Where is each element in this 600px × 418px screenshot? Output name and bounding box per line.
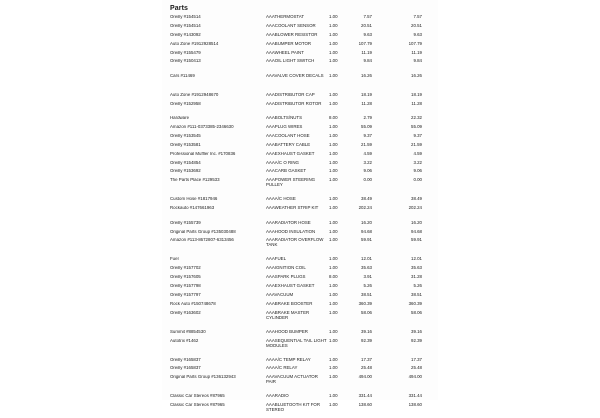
- quantity-cell: 1.00: [329, 40, 338, 46]
- vendor-cell: Oreilly #157797: [170, 292, 201, 297]
- quantity-cell: 1.00: [329, 31, 338, 37]
- total-cell: 107.79: [408, 40, 422, 46]
- price-cell: 3.22: [363, 159, 372, 165]
- vendor-cell: Custom Hose #1817946: [170, 197, 218, 202]
- vendor-cell: Original Parts Group #136132943: [170, 375, 236, 380]
- total-cell: 59.91: [411, 237, 422, 243]
- price-cell: 18.19: [361, 91, 372, 97]
- description-cell: AAABATTERY CABLE: [266, 141, 311, 147]
- vendor-cell: Autotrix #1462: [170, 338, 199, 343]
- vendor-cell: Auto Zone #1912948670: [170, 92, 219, 97]
- quantity-cell: 1.00: [329, 291, 338, 297]
- quantity-cell: 8.00: [329, 115, 338, 121]
- vendor-cell: Oreilly #157798: [170, 284, 201, 289]
- price-cell: 92.39: [361, 337, 372, 343]
- quantity-cell: 1.00: [329, 91, 338, 97]
- price-cell: 16.26: [361, 72, 372, 78]
- price-cell: 59.91: [361, 237, 372, 243]
- description-cell: AAAA/C HOSE: [266, 196, 296, 202]
- total-cell: 20.51: [411, 22, 422, 28]
- description-cell: AAAA/C TEMP RELAY: [266, 356, 311, 362]
- total-cell: 11.28: [411, 100, 422, 106]
- quantity-cell: 1.00: [329, 49, 338, 55]
- total-cell: 17.37: [411, 356, 422, 362]
- vendor-cell: Oreilly #165837: [170, 357, 201, 362]
- price-cell: 94.68: [361, 228, 372, 234]
- description-cell: AAASEQUENTIAL TAIL LIGHT MODULES: [266, 337, 327, 348]
- total-cell: 39.16: [411, 328, 422, 334]
- quantity-cell: 1.00: [329, 328, 338, 334]
- total-cell: 18.19: [411, 91, 422, 97]
- description-cell: AAARADIATOR HOSE: [266, 219, 311, 225]
- description-cell: AAAVALVE COVER DECALS: [266, 72, 324, 78]
- quantity-cell: 1.00: [329, 256, 338, 262]
- vendor-cell: Oreilly #143092: [170, 32, 201, 37]
- quantity-cell: 1.00: [329, 337, 338, 343]
- description-cell: AAACARB GASKET: [266, 168, 307, 174]
- description-cell: AAAA/C RELAY: [266, 365, 298, 371]
- quantity-cell: 1.00: [329, 100, 338, 106]
- table-row: [162, 102, 438, 116]
- quantity-cell: 1.00: [329, 309, 338, 315]
- quantity-cell: 1.00: [329, 283, 338, 289]
- quantity-cell: 1.00: [329, 402, 338, 408]
- total-cell: 4.59: [413, 150, 422, 156]
- description-cell: AAATHERMOSTAT: [266, 14, 305, 19]
- quantity-cell: 1.00: [329, 14, 338, 19]
- total-cell: 35.63: [411, 265, 422, 271]
- vendor-cell: Oreilly #155739: [170, 220, 201, 225]
- document-page: [162, 0, 438, 413]
- description-cell: AAAWHEEL PAINT: [266, 49, 304, 55]
- total-cell: 94.68: [411, 228, 422, 234]
- price-cell: 5.26: [363, 283, 372, 289]
- quantity-cell: 1.00: [329, 237, 338, 243]
- parts-table: [162, 15, 438, 418]
- total-cell: 3.22: [413, 159, 422, 165]
- vendor-cell: Hardware: [170, 116, 190, 121]
- price-cell: 494.00: [358, 374, 372, 380]
- description-cell: AAAPLUG WIRES: [266, 124, 303, 129]
- price-cell: 12.01: [361, 256, 372, 262]
- description-cell: AAACOOLANT SENSOR: [266, 22, 316, 28]
- price-cell: 21.59: [361, 141, 372, 147]
- description-cell: AAAFUEL: [266, 256, 287, 262]
- vendor-cell: Oreilly #165837: [170, 366, 201, 371]
- total-cell: 9.63: [413, 31, 422, 37]
- vendor-cell: Oreilly #150413: [170, 59, 201, 64]
- description-cell: AAABRAKE BOOSTER: [266, 300, 313, 306]
- quantity-cell: 1.00: [329, 159, 338, 165]
- table-row: [162, 375, 438, 389]
- description-cell: AAADISTRIBUTOR CAP: [266, 91, 315, 97]
- description-cell: AAAVACUUM: [266, 291, 294, 297]
- price-cell: 35.63: [361, 265, 372, 271]
- price-cell: 17.37: [361, 356, 372, 362]
- vendor-cell: Oreilly #153545: [170, 133, 201, 138]
- quantity-cell: 1.00: [329, 365, 338, 371]
- description-cell: AAAPOWER STEERING PULLEY: [266, 177, 316, 188]
- vendor-cell: Rockauto #147661963: [170, 206, 215, 211]
- description-cell: AAAWEATHER STRIP KIT: [266, 205, 319, 211]
- quantity-cell: 1.00: [329, 393, 338, 399]
- vendor-cell: Oreilly #154514: [170, 15, 201, 19]
- vendor-cell: Oreilly #153581: [170, 142, 201, 147]
- description-cell: AAABLUETOOTH KIT FOR STEREO: [266, 402, 320, 413]
- description-cell: AAABRAKE MASTER CYLINDER: [266, 309, 310, 320]
- vendor-cell: Oreilly #154514: [170, 23, 201, 28]
- vendor-cell: Summit #8854530: [170, 329, 206, 334]
- description-cell: AAABLOWER RESISTOR: [266, 31, 318, 37]
- total-cell: 494.00: [408, 374, 422, 380]
- total-cell: 9.37: [413, 132, 422, 138]
- price-cell: 20.51: [361, 22, 372, 28]
- table-row: [162, 339, 438, 353]
- quantity-cell: 1.00: [329, 22, 338, 28]
- quantity-cell: 1.00: [329, 141, 338, 147]
- vendor-cell: Oreilly #155479: [170, 50, 201, 55]
- quantity-cell: 1.00: [329, 58, 338, 64]
- price-cell: 39.16: [361, 328, 372, 334]
- vendor-cell: Amazon #113-8672807-6313456: [170, 238, 234, 243]
- description-cell: AAAEXHAUST GASKET: [266, 150, 315, 156]
- quantity-cell: 1.00: [329, 168, 338, 174]
- price-cell: 9.06: [363, 168, 372, 174]
- quantity-cell: 1.00: [329, 356, 338, 362]
- quantity-cell: 8.00: [329, 274, 338, 280]
- vendor-cell: Amazon #111-0373385-2346630: [170, 125, 234, 129]
- price-cell: 4.59: [363, 150, 372, 156]
- description-cell: AAACOOLANT HOSE: [266, 132, 310, 138]
- total-cell: 55.09: [411, 124, 422, 129]
- quantity-cell: 1.00: [329, 228, 338, 234]
- table-row: [162, 311, 438, 325]
- price-cell: 9.63: [363, 31, 372, 37]
- description-cell: AAASPARK PLUGS: [266, 274, 306, 280]
- total-cell: 331.44: [408, 393, 422, 399]
- quantity-cell: 1.00: [329, 177, 338, 183]
- total-cell: 58.06: [411, 309, 422, 315]
- price-cell: 331.44: [358, 393, 372, 399]
- price-cell: 38.51: [361, 291, 372, 297]
- total-cell: 38.49: [411, 196, 422, 202]
- total-cell: 21.59: [411, 141, 422, 147]
- description-cell: AAAHOOD BUMPER: [266, 328, 308, 334]
- table-row: [162, 59, 438, 73]
- total-cell: 0.00: [413, 177, 422, 183]
- vendor-cell: Fuel: [170, 257, 179, 262]
- quantity-cell: 1.00: [329, 150, 338, 156]
- description-cell: AAABOLTS/NUTS: [266, 115, 303, 121]
- description-cell: AAAIGNITION COIL: [266, 265, 306, 271]
- price-cell: 25.48: [361, 365, 372, 371]
- total-cell: 202.24: [408, 205, 422, 211]
- total-cell: 7.57: [413, 14, 422, 19]
- description-cell: AAAA/C O RING: [266, 159, 299, 165]
- vendor-cell: Oreilly #154854: [170, 160, 201, 165]
- vendor-cell: Oreilly #157702: [170, 266, 201, 271]
- total-cell: 5.26: [413, 283, 422, 289]
- quantity-cell: 1.00: [329, 300, 338, 306]
- total-cell: 25.48: [411, 365, 422, 371]
- price-cell: 38.49: [361, 196, 372, 202]
- quantity-cell: 1.00: [329, 219, 338, 225]
- description-cell: AAAVACUUM ACTUATOR PAIR: [266, 374, 318, 385]
- vendor-cell: Professional Muffler Inc. #170836: [170, 151, 236, 156]
- vendor-cell: Oreilly #152958: [170, 101, 201, 106]
- price-cell: 9.84: [363, 58, 372, 64]
- description-cell: AAARADIO: [266, 393, 289, 399]
- description-cell: AAAHOOD INSULATION: [266, 228, 316, 234]
- total-cell: 12.01: [411, 256, 422, 262]
- total-cell: 31.28: [411, 274, 422, 280]
- description-cell: AAAEXHAUST GASKET: [266, 283, 315, 289]
- price-cell: 0.00: [363, 177, 372, 183]
- vendor-cell: Classic Car Stereos #87965: [170, 394, 225, 399]
- total-cell: 38.51: [411, 291, 422, 297]
- description-cell: AAABUMPER MOTOR: [266, 40, 312, 46]
- total-cell: 11.19: [411, 49, 422, 55]
- total-cell: 138.60: [408, 402, 422, 408]
- table-row: [162, 152, 438, 161]
- price-cell: 11.28: [361, 100, 372, 106]
- table-row: [162, 238, 438, 252]
- table-row: [162, 284, 438, 293]
- vendor-cell: The Parts Place #129533: [170, 178, 220, 183]
- table-row: [162, 178, 438, 192]
- quantity-cell: 1.00: [329, 196, 338, 202]
- vendor-cell: Oreilly #157605: [170, 275, 201, 280]
- total-cell: 9.06: [413, 168, 422, 174]
- price-cell: 7.57: [363, 14, 372, 19]
- total-cell: 360.39: [408, 300, 422, 306]
- vendor-cell: Original Parts Group #135030488: [170, 229, 236, 234]
- table-row: [162, 403, 438, 417]
- price-cell: 3.91: [363, 274, 372, 280]
- table-row: [162, 358, 438, 367]
- quantity-cell: 1.00: [329, 374, 338, 380]
- total-cell: 22.32: [411, 115, 422, 121]
- total-cell: 9.84: [413, 58, 422, 64]
- price-cell: 202.24: [358, 205, 372, 211]
- vendor-cell: Oreilly #153692: [170, 169, 201, 174]
- vendor-cell: Classic Car Stereos #87965: [170, 403, 225, 408]
- table-row: [162, 74, 438, 88]
- price-cell: 9.37: [363, 132, 372, 138]
- page-title: Parts: [170, 5, 189, 12]
- vendor-cell: Rock Auto #150748678: [170, 301, 216, 306]
- price-cell: 138.60: [358, 402, 372, 408]
- total-cell: 92.39: [411, 337, 422, 343]
- price-cell: 11.19: [361, 49, 372, 55]
- price-cell: 107.79: [358, 40, 372, 46]
- quantity-cell: 1.00: [329, 265, 338, 271]
- table-row: [162, 394, 438, 403]
- quantity-cell: 1.00: [329, 124, 338, 129]
- price-cell: 16.20: [361, 219, 372, 225]
- total-cell: 16.20: [411, 219, 422, 225]
- price-cell: 360.39: [358, 300, 372, 306]
- quantity-cell: 1.00: [329, 205, 338, 211]
- description-cell: AAADISTRIBUTOR ROTOR: [266, 100, 322, 106]
- price-cell: 58.06: [361, 309, 372, 315]
- total-cell: 16.26: [411, 72, 422, 78]
- description-cell: AAAOIL LIGHT SWITCH: [266, 58, 315, 64]
- vendor-cell: Oreilly #163602: [170, 310, 201, 315]
- quantity-cell: 1.00: [329, 72, 338, 78]
- price-cell: 2.79: [363, 115, 372, 121]
- quantity-cell: 1.00: [329, 132, 338, 138]
- table-row: [162, 206, 438, 220]
- vendor-cell: Cars #11469: [170, 73, 195, 78]
- vendor-cell: Auto Zone #1912928514: [170, 41, 219, 46]
- price-cell: 55.09: [361, 124, 372, 129]
- description-cell: AAARADIATOR OVERFLOW TANK: [266, 237, 324, 248]
